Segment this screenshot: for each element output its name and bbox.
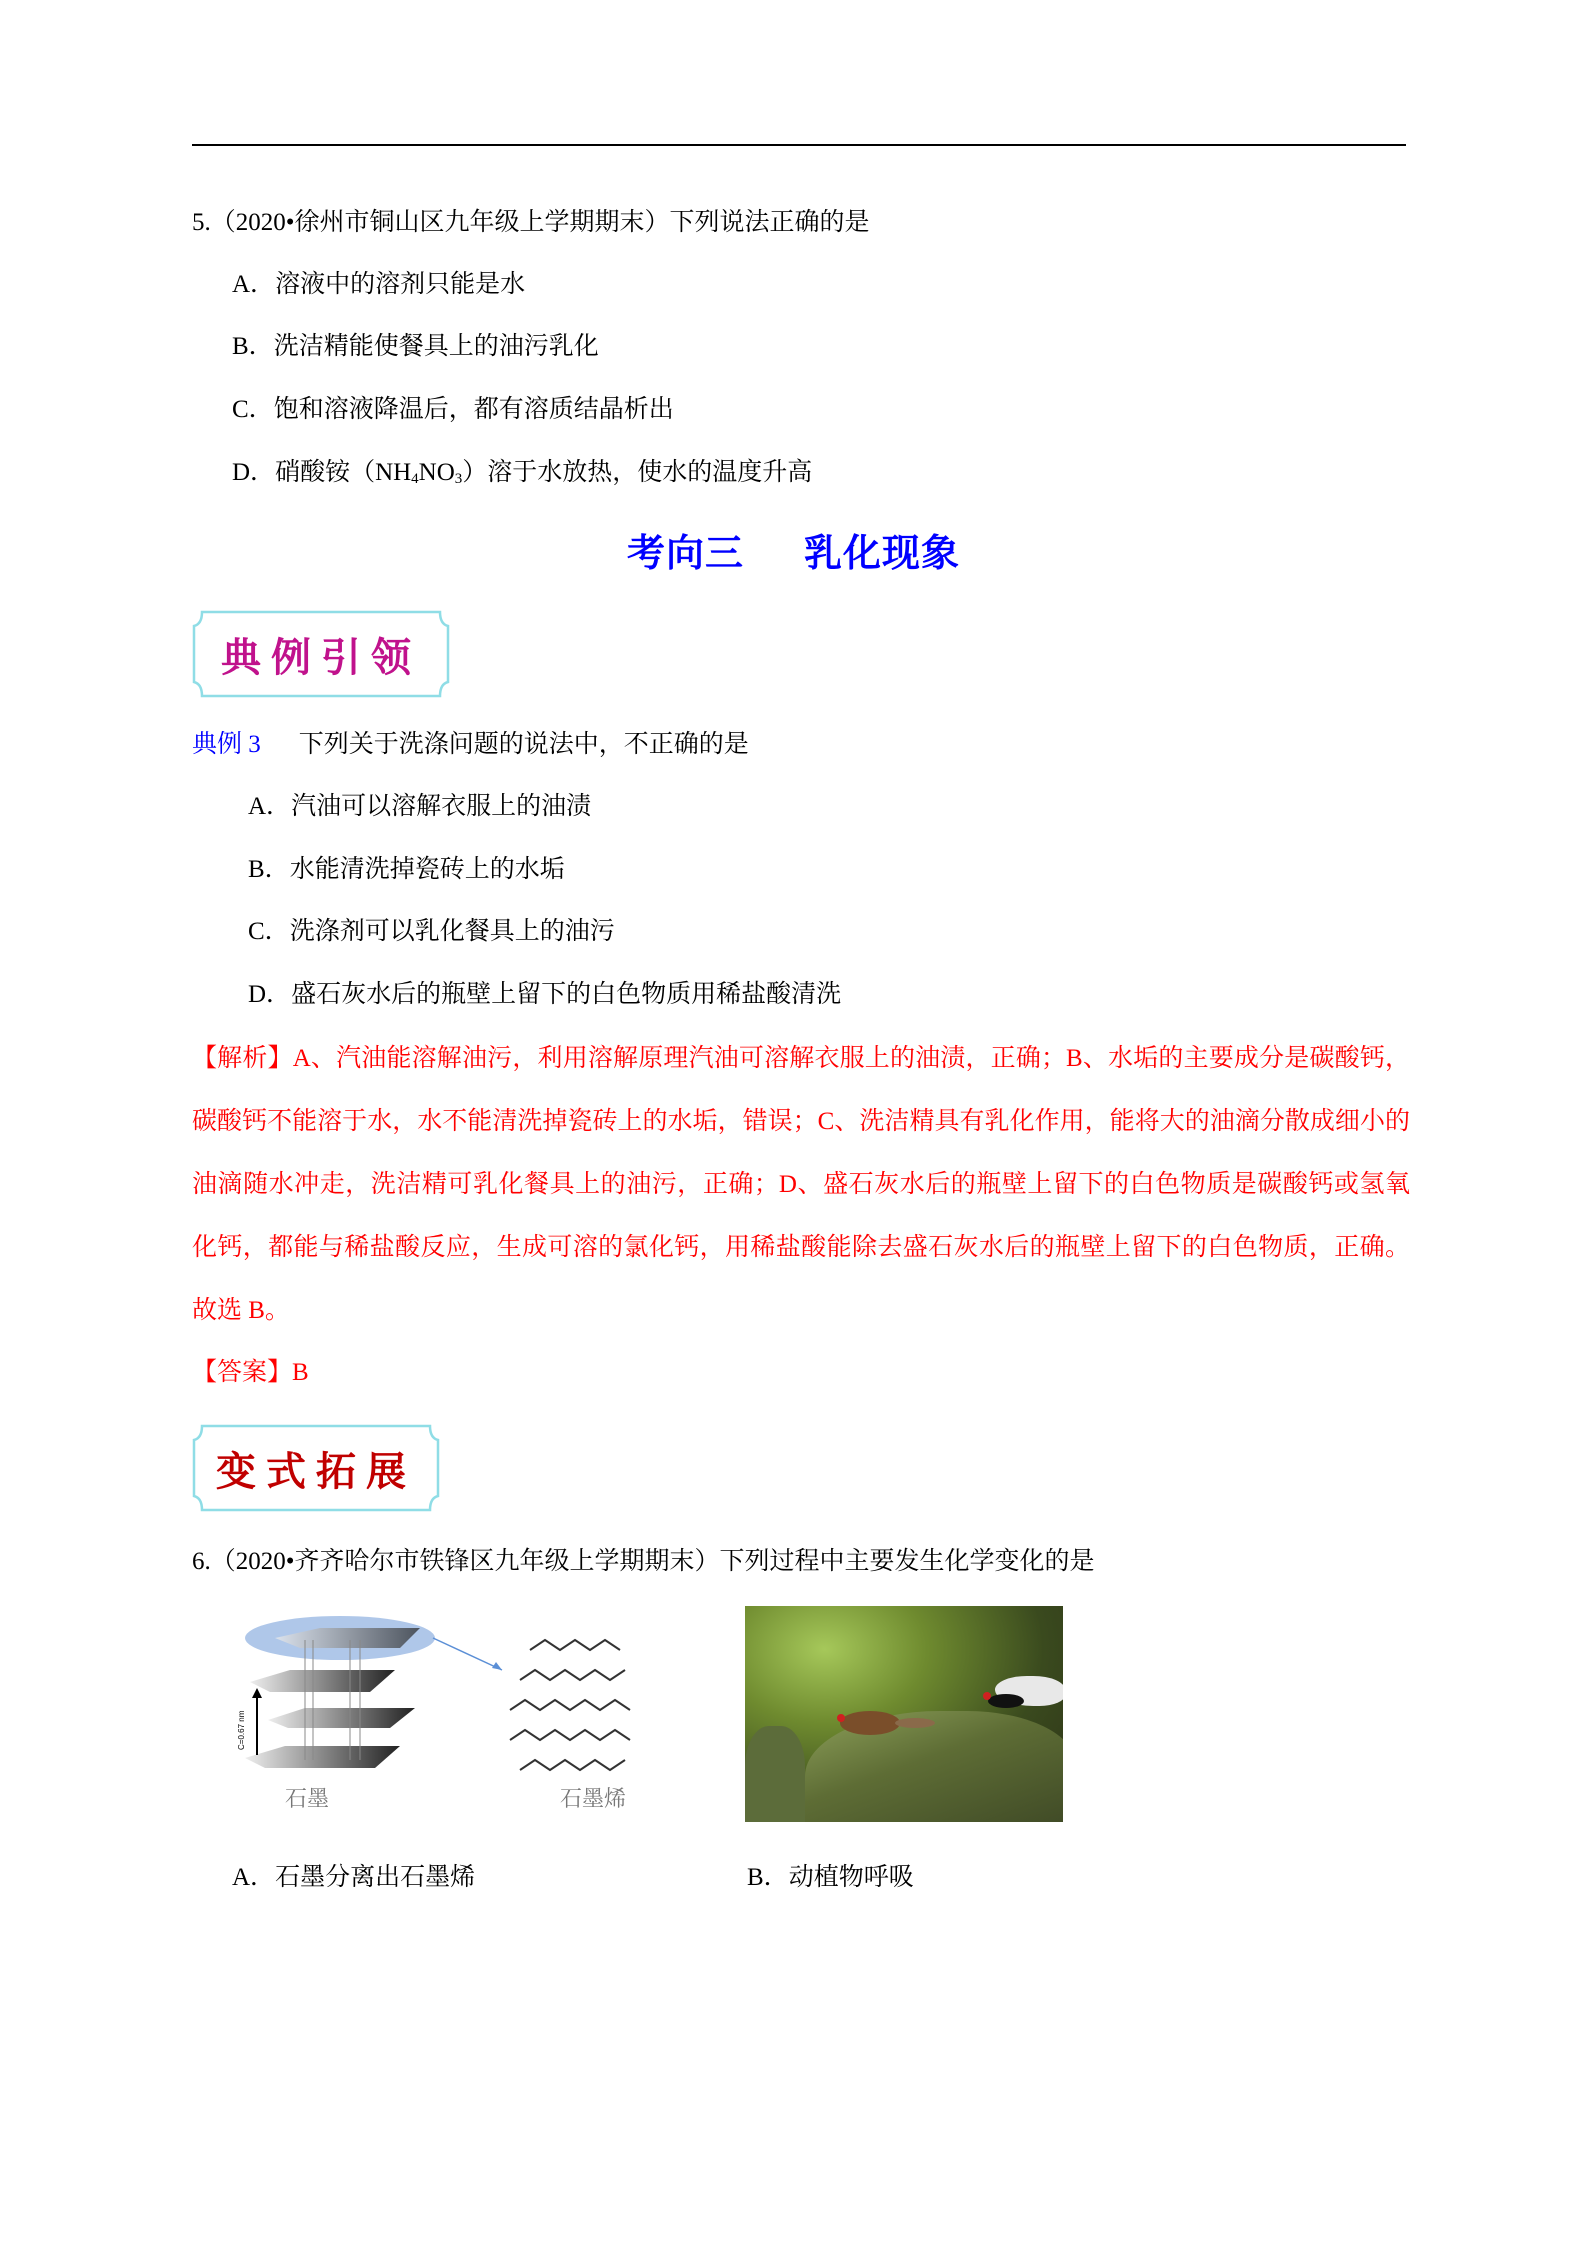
option-label: A． xyxy=(232,1864,276,1891)
example-question: 下列关于洗涤问题的说法中，不正确的是 xyxy=(298,731,749,758)
analysis-label: 【解析】 xyxy=(192,1045,293,1072)
q6-option-a[interactable] xyxy=(232,1863,475,1893)
option-label: C． xyxy=(232,396,274,423)
option-label: D． xyxy=(248,981,292,1008)
option-label: B． xyxy=(248,856,290,883)
ex3-option-b[interactable] xyxy=(248,855,565,885)
option-text: NO xyxy=(418,459,455,486)
option-text: 汽油可以溶解衣服上的油渍 xyxy=(291,793,592,820)
option-text: 溶液中的溶剂只能是水 xyxy=(275,271,526,298)
graphite-graphene-figure xyxy=(230,1610,650,1820)
q6-option-b[interactable] xyxy=(747,1863,914,1893)
subscript: 4 xyxy=(411,471,419,487)
example-3-stem xyxy=(192,730,749,760)
option-label: B． xyxy=(232,333,274,360)
subscript: 3 xyxy=(454,471,463,487)
option-text: 硝酸铵（NH xyxy=(275,459,412,486)
brown-pheasant-icon xyxy=(840,1711,900,1735)
analysis-paragraph xyxy=(192,1027,1410,1342)
option-label: A． xyxy=(232,271,276,298)
question-5-stem: 5.（2020•徐州市铜山区九年级上学期期末）下列说法正确的是 xyxy=(192,209,870,236)
badge-variant-extension xyxy=(192,1424,440,1512)
caption-graphite: 石墨 xyxy=(285,1786,330,1811)
svg-text:C=0.67 nm: C=0.67 nm xyxy=(237,1710,246,1750)
q5-option-d[interactable] xyxy=(232,458,812,494)
option-label: C． xyxy=(248,918,290,945)
example-tag: 典例 3 xyxy=(192,731,261,758)
caption-graphene: 石墨烯 xyxy=(560,1786,627,1811)
pheasant-photo xyxy=(745,1606,1063,1822)
answer-line xyxy=(192,1358,309,1388)
answer-value: B xyxy=(292,1359,309,1386)
option-text: 水能清洗掉瓷砖上的水垢 xyxy=(289,856,565,883)
header-rule xyxy=(192,144,1406,146)
ex3-option-a[interactable] xyxy=(248,792,591,822)
badge-example-lead xyxy=(192,610,450,698)
option-text: 动植物呼吸 xyxy=(788,1864,914,1891)
option-text: ）溶于水放热，使水的温度升高 xyxy=(462,459,813,486)
option-label: D． xyxy=(232,459,276,486)
badge-label: 典例引领 xyxy=(221,633,421,681)
option-text: 洗涤剂可以乳化餐具上的油污 xyxy=(289,918,615,945)
question-6-stem: 6.（2020•齐齐哈尔市铁锋区九年级上学期期末）下列过程中主要发生化学变化的是 xyxy=(192,1548,1095,1575)
q5-option-b[interactable] xyxy=(232,332,599,362)
section-heading xyxy=(0,522,1587,577)
badge-label: 变式拓展 xyxy=(216,1447,416,1495)
answer-label: 【答案】 xyxy=(192,1359,293,1386)
q5-option-c[interactable] xyxy=(232,395,674,425)
ex3-option-c[interactable] xyxy=(248,917,615,947)
option-text: 盛石灰水后的瓶壁上留下的白色物质用稀盐酸清洗 xyxy=(291,981,842,1008)
section-heading-title: 乳化现象 xyxy=(804,531,961,575)
option-text: 洗洁精能使餐具上的油污乳化 xyxy=(273,333,599,360)
option-text: 饱和溶液降温后，都有溶质结晶析出 xyxy=(273,396,674,423)
section-heading-number: 考向三 xyxy=(626,531,744,575)
ex3-option-d[interactable] xyxy=(248,980,841,1010)
option-label: B． xyxy=(747,1864,789,1891)
option-label: A． xyxy=(248,793,292,820)
q5-option-a[interactable] xyxy=(232,270,525,300)
option-text: 石墨分离出石墨烯 xyxy=(275,1864,476,1891)
analysis-text: A、汽油能溶解油污，利用溶解原理汽油可溶解衣服上的油渍，正确；B、水垢的主要成分是碳酸钙，碳酸钙不能溶于水，水不能清洗掉瓷砖上的水垢，错误；C、洗洁精具有乳化作用，能将大的油滴分散成细小的油滴随水冲走，洗洁精可乳化餐具上的油污，正确；D、盛石灰水后的瓶壁上留下的白色物质是碳酸钙或氢氧化钙，都能与稀盐酸反应，生成可溶的氯化钙，用稀盐酸能除去盛石灰水后的瓶壁上留下的白色物质，正确。故选 B。 xyxy=(192,1045,1410,1324)
